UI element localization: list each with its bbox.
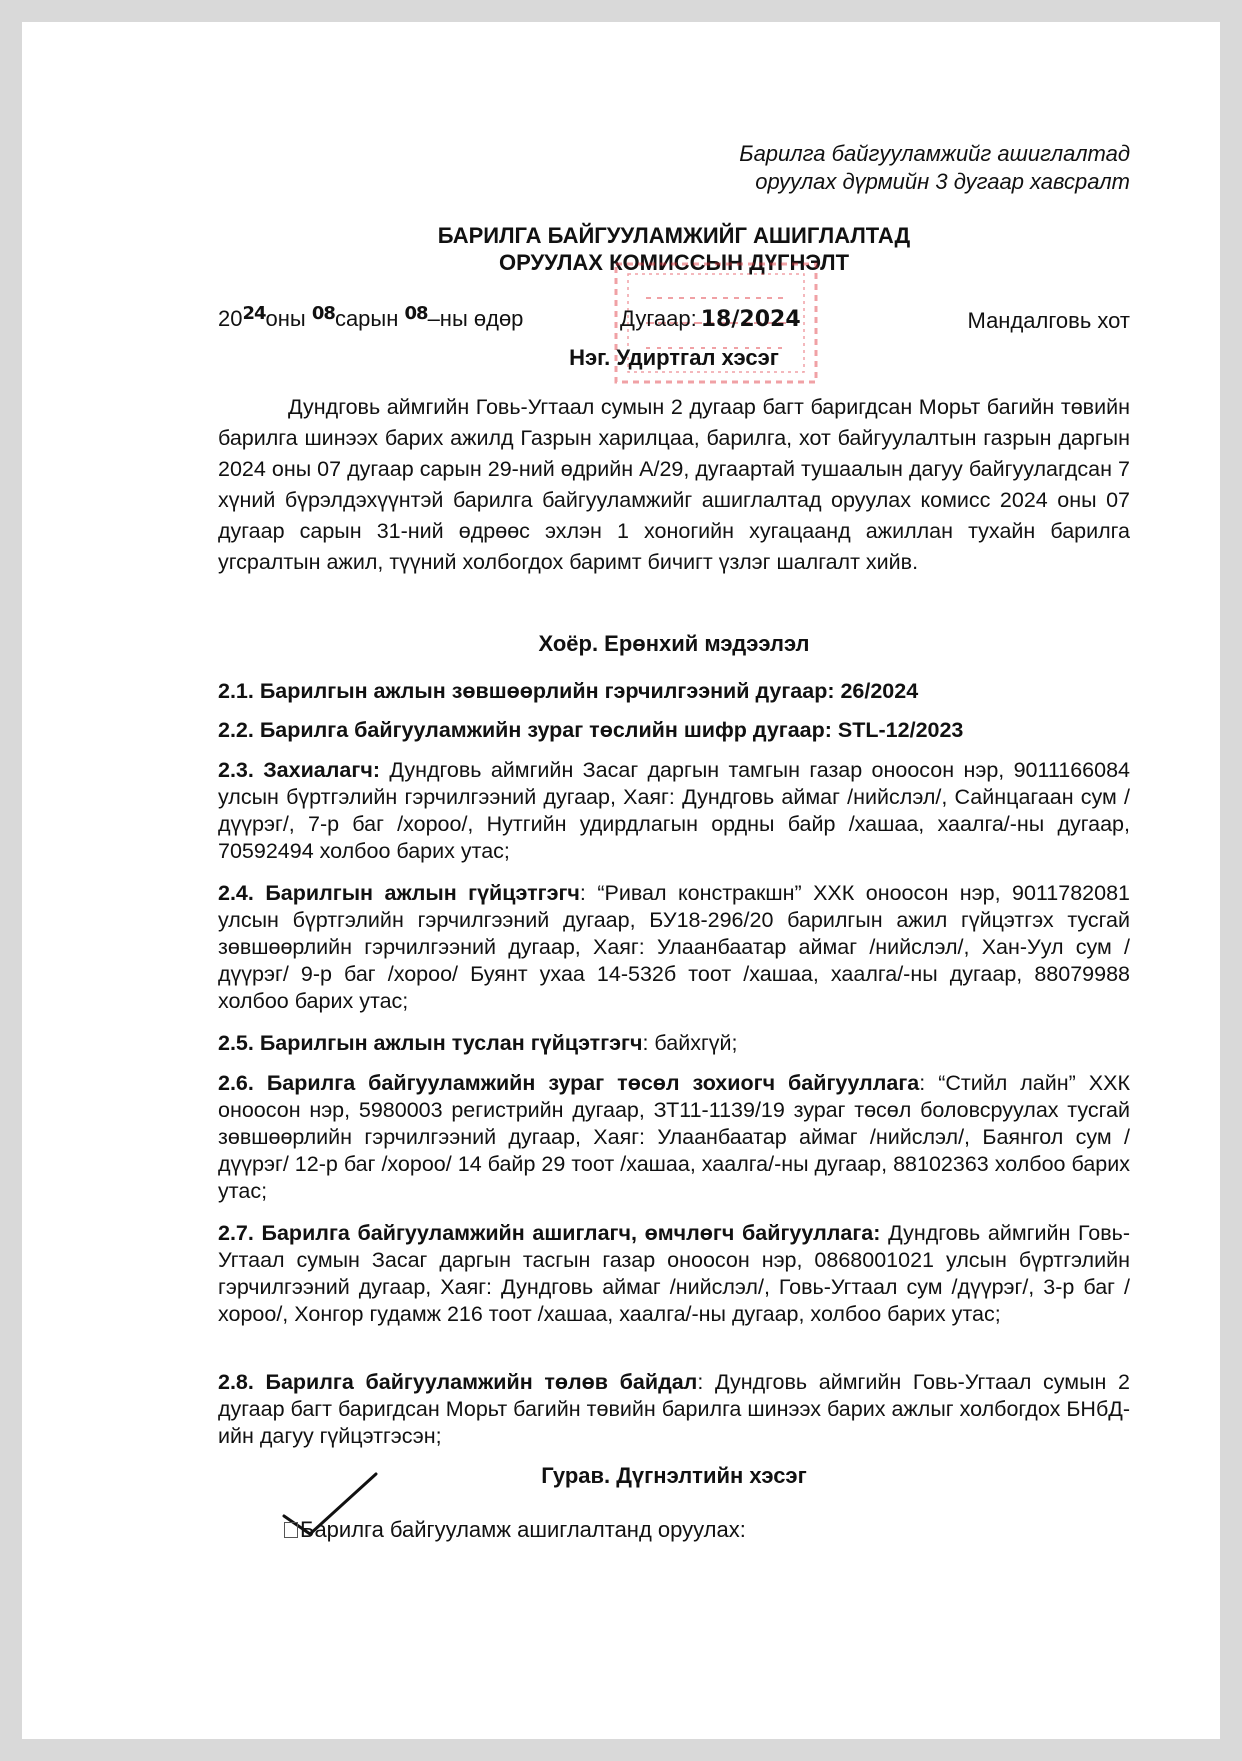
annex-line-1: Барилга байгууламжийг ашиглалтад [739,141,1130,166]
month-handwritten: 08 [311,303,335,324]
section-3-heading: Гурав. Дүгнэлтийн хэсэг [541,1463,807,1488]
checkbox[interactable] [284,1522,298,1538]
number-value: 18/2024 [700,307,801,332]
item-2-3: 2.3. Захиалагч: Дундговь аймгийн Засаг даргын тамгын газар оноосон нэр, 9011166084 улсын бүртгэлийн гэрчилгээний дугаар, Хаяг: Дундговь аймаг /нийслэл/, Сайнцагаан сум /дүүрэг/, 7-р баг /хороо/, Нутгийн удирдлагын ордны байр /хашаа, хаалга/-ны дугаар, 70592494 холбоо барих утас; [218,758,1130,863]
year-handwritten: 24 [242,303,266,324]
checkbox-label: Барилга байгууламж ашиглалтанд оруулах: [300,1517,746,1542]
section-1-text: Дундговь аймгийн Говь-Угтаал сумын 2 дугаар багт баригдсан Морьт багийн төвийн барилга шинээх барих ажилд Газрын харилцаа, барилга, хот байгуулалтын газрын даргын 2024 оны 07 дугаар сарын 29-ний өдрийн А/29, дугаартай тушаалын дагуу байгуулагдсан 7 хүний бүрэлдэхүүнтэй барилга байгууламжийг ашиглалтад оруулах комисс 2024 оны 07 дугаар сарын 31-ний өдрөөс эхлэн 1 хоногийн хугацаанд ажиллан тухайн барилга угсралтын ажил, түүний холбогдох баримт бичигт үзлэг шалгалт хийв. [218,395,1130,574]
item-2-7: 2.7. Барилга байгууламжийн ашиглагч, өмчлөгч байгууллага: Дундговь аймгийн Говь-Угтаал сумын Засаг даргын тасгын газар оноосон нэр, 0868001021 улсын бүртгэлийн гэрчилгээний дугаар, Хаяг: Дундговь аймаг /нийслэл/, Говь-Угтаал сум /дүүрэг/, 3-р баг /хороо/, Хонгор гудамж 216 тоот /хашаа, хаалга/-ны дугаар, холбоо барих утас; [218,1221,1130,1326]
commissioning-checkbox-row[interactable] [284,1516,746,1544]
section-1-heading: Нэг. Удиртгал хэсэг [569,345,779,370]
item-2-1: 2.1. Барилгын ажлын зөвшөөрлийн гэрчилгээний дугаар: 26/2024 [218,679,919,703]
day-suffix: –ны өдөр [427,306,524,331]
item-2-5: 2.5. Барилгын ажлын туслан гүйцэтгэгч: байхгүй; [218,1031,738,1055]
item-2-8: 2.8. Барилга байгууламжийн төлөв байдал: Дундговь аймгийн Говь-Угтаал сумын 2 дугаар багт баригдсан Морьт багийн төвийн барилга шинээх барих ажлыг холбогдох БНбД-ийн дагуу гүйцэтгэсэн; [218,1370,1130,1448]
title-line-2: ОРУУЛАХ КОМИССЫН ДҮГНЭЛТ [498,250,850,275]
date-line [218,304,1130,334]
document-date [218,304,523,336]
year-prefix: 20 [218,306,243,331]
year-suffix: оны [265,306,306,331]
day-handwritten: 08 [404,303,428,324]
item-2-6: 2.6. Барилга байгууламжийн зураг төсөл зохиогч байгууллага: “Стийл лайн” ХХК оноосон нэр, 5980003 регистрийн дугаар, ЗТ11-1139/19 зураг төсөл боловсруулах тусгай зөвшөөрлийн гэрчилгээний дугаар, Хаяг: Улаанбаатар аймаг /нийслэл/, Баянгол сум /дүүрэг/ 12-р баг /хороо/ 14 байр 29 тоот /хашаа, хаалга/-ны дугаар, 88102363 холбоо барих утас; [218,1071,1130,1203]
title-line-1: БАРИЛГА БАЙГУУЛАМЖИЙГ АШИГЛАЛТАД [437,223,911,248]
month-suffix: сарын [334,306,399,331]
item-2-4: 2.4. Барилгын ажлын гүйцэтгэгч: “Ривал констракшн” ХХК оноосон нэр, 9011782081 улсын бүртгэлийн гэрчилгээний дугаар, БУ18-296/20 барилгын ажил гүйцэтгэх тусгай зөвшөөрлийн гэрчилгээний дугаар, Хаяг: Улаанбаатар аймаг /нийслэл/, Хан-Уул сум /дүүрэг/ 9-р баг /хороо/ Буянт ухаа 14-532б тоот /хашаа, хаалга/-ны дугаар, 88079988 холбоо барих утас; [218,881,1130,1013]
number-label: Дугаар: [620,306,697,331]
document-number [620,304,801,335]
section-2-heading: Хоёр. Ерөнхий мэдээлэл [538,631,810,656]
item-2-2: 2.2. Барилга байгууламжийн зураг төслийн шифр дугаар: STL-12/2023 [218,718,964,742]
annex-line-2: оруулах дүрмийн 3 дугаар хавсралт [755,169,1130,194]
city: Мандалговь хот [967,308,1130,333]
annex-note [620,140,1130,196]
